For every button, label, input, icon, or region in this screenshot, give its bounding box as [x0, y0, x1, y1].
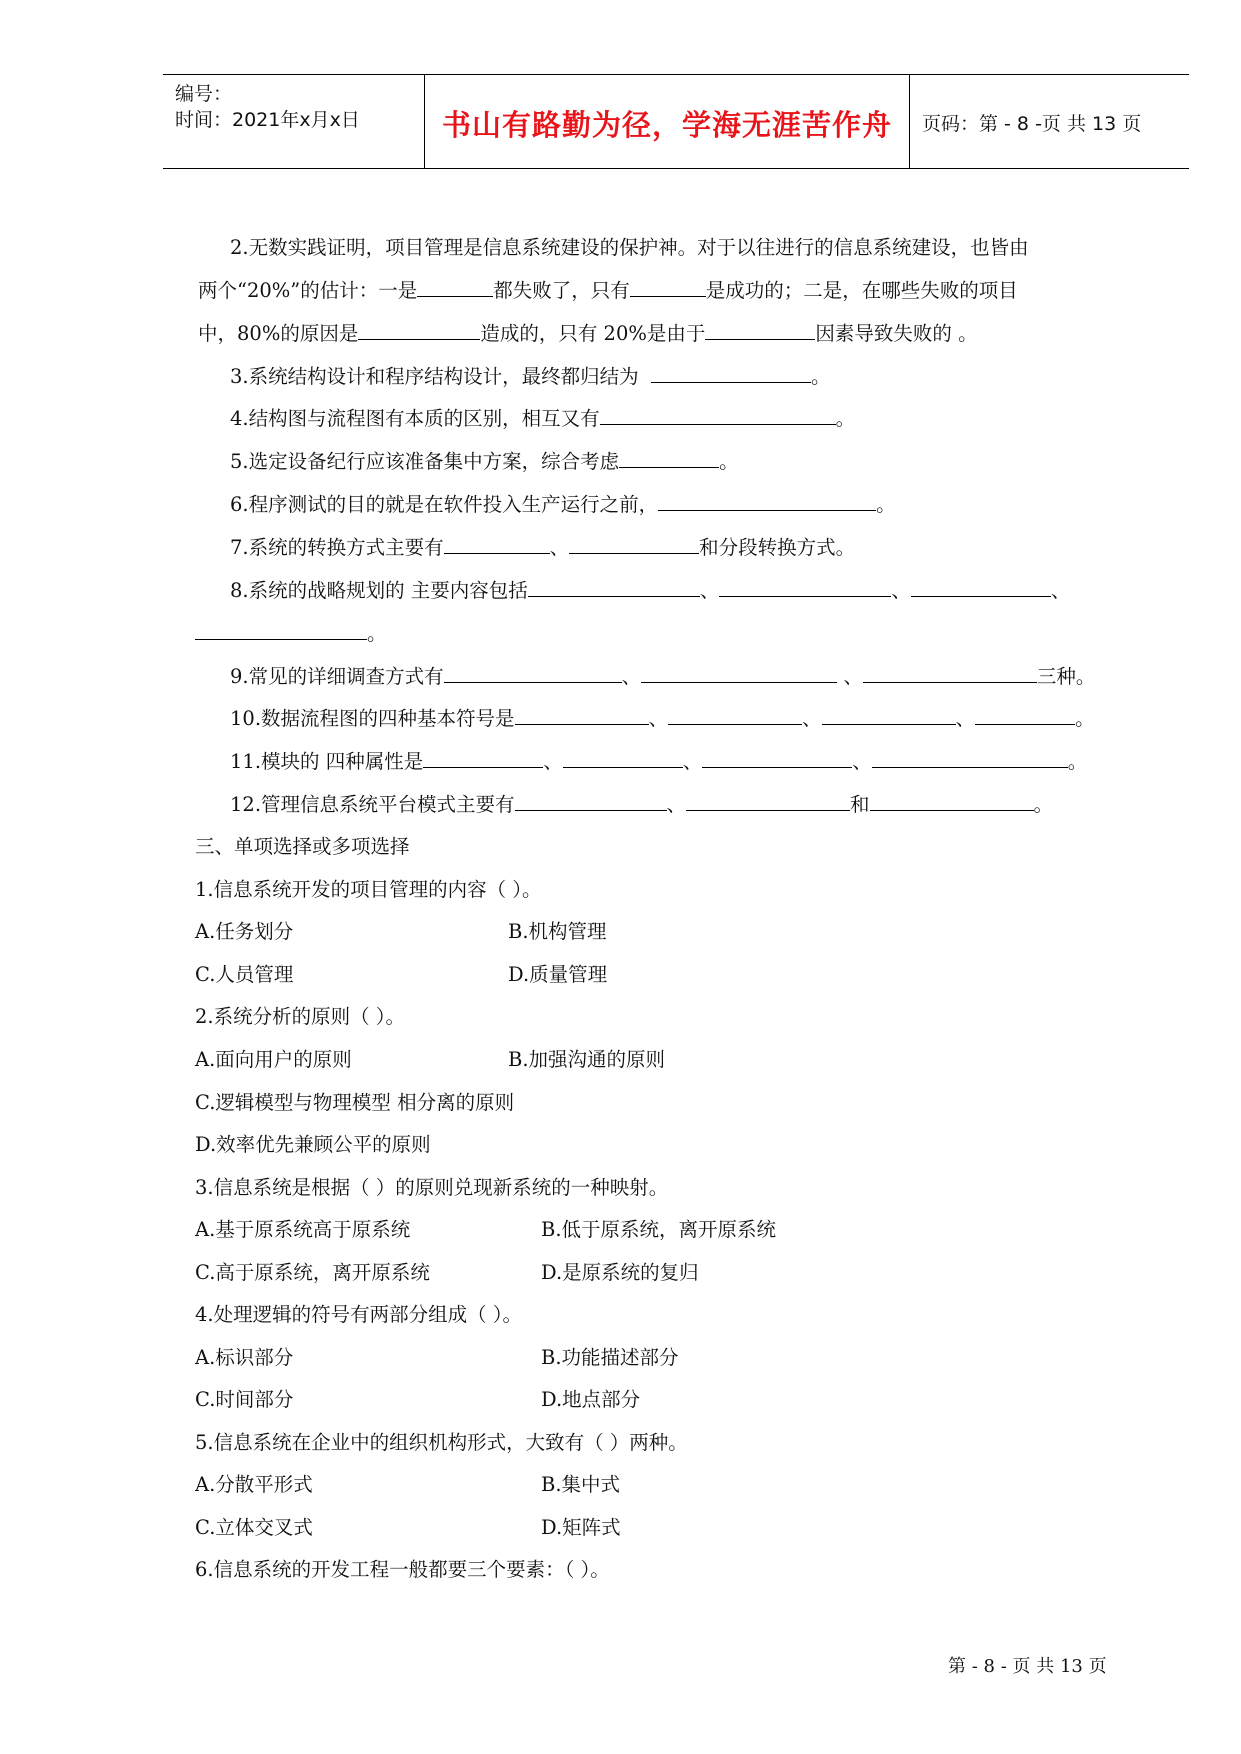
- fill-q8-line2: 。: [195, 620, 387, 648]
- fill-q6: 6.程序测试的目的就是在软件投入生产运行之前， 。: [230, 493, 896, 516]
- mc-q4-option-b[interactable]: B.功能描述部分: [541, 1346, 679, 1369]
- mc-q3-option-d[interactable]: D.是原系统的复归: [541, 1261, 699, 1284]
- mc-q2-option-a[interactable]: A.面向用户的原则: [195, 1048, 352, 1071]
- answer-blank[interactable]: [668, 706, 802, 725]
- answer-blank[interactable]: [600, 406, 836, 425]
- mc-q3-option-a[interactable]: A.基于原系统高于原系统: [195, 1218, 411, 1241]
- page-header: [163, 74, 1189, 169]
- section-heading: 三、单项选择或多项选择: [195, 835, 410, 858]
- answer-blank[interactable]: [975, 706, 1075, 725]
- mc-q3-option-c[interactable]: C.高于原系统，离开原系统: [195, 1261, 430, 1284]
- mc-q2-option-d[interactable]: D.效率优先兼顾公平的原则: [195, 1133, 431, 1156]
- mc-q2-option-b[interactable]: B.加强沟通的原则: [508, 1048, 666, 1071]
- mc-q4-option-c[interactable]: C.时间部分: [195, 1388, 294, 1411]
- answer-blank[interactable]: [417, 278, 493, 297]
- mc-q4-option-d[interactable]: D.地点部分: [541, 1388, 641, 1411]
- header-right-cell: [910, 75, 1189, 168]
- answer-blank[interactable]: [651, 364, 811, 383]
- mc-q2-option-c[interactable]: C.逻辑模型与物理模型 相分离的原则: [195, 1091, 515, 1114]
- mc-q1-option-b[interactable]: B.机构管理: [508, 920, 607, 943]
- answer-blank[interactable]: [822, 706, 956, 725]
- mc-q4-stem: 4.处理逻辑的符号有两部分组成（ ）。: [195, 1303, 523, 1326]
- answer-blank[interactable]: [528, 578, 700, 597]
- answer-blank[interactable]: [444, 535, 550, 554]
- answer-blank[interactable]: [870, 792, 1034, 811]
- answer-blank[interactable]: [911, 578, 1051, 597]
- answer-blank[interactable]: [569, 535, 699, 554]
- answer-blank[interactable]: [641, 664, 837, 683]
- answer-blank[interactable]: [563, 749, 683, 768]
- time-label: 时间：2021年x月x日: [175, 109, 360, 131]
- answer-blank[interactable]: [702, 749, 852, 768]
- fill-q9: 9.常见的详细调查方式有 、 、 三种。: [230, 665, 1096, 688]
- fill-q7: 7.系统的转换方式主要有 、 和分段转换方式。: [230, 536, 856, 559]
- fill-q8-line1: 8.系统的战略规划的 主要内容包括 、 、 、: [230, 579, 1071, 602]
- mc-q1-stem: 1.信息系统开发的项目管理的内容（ ）。: [195, 878, 542, 901]
- fill-q4: 4.结构图与流程图有本质的区别，相互又有 。: [230, 407, 856, 430]
- answer-blank[interactable]: [630, 278, 706, 297]
- fill-q3: 3.系统结构设计和程序结构设计，最终都归结为 。: [230, 365, 831, 388]
- answer-blank[interactable]: [658, 492, 876, 511]
- mc-q3-option-b[interactable]: B.低于原系统，离开原系统: [541, 1218, 777, 1241]
- mc-q2-stem: 2.系统分析的原则（ ）。: [195, 1005, 406, 1028]
- answer-blank[interactable]: [515, 792, 667, 811]
- mc-q1-option-c[interactable]: C.人员管理: [195, 963, 294, 986]
- answer-blank[interactable]: [705, 321, 815, 340]
- mc-q5-option-c[interactable]: C.立体交叉式: [195, 1516, 313, 1539]
- fill-q2-line1: 2.无数实践证明，项目管理是信息系统建设的保护神。对于以往进行的信息系统建设，也皆由: [230, 236, 1029, 259]
- fill-q10: 10.数据流程图的四种基本符号是 、 、 、 。: [230, 707, 1095, 730]
- answer-blank[interactable]: [719, 578, 891, 597]
- answer-blank[interactable]: [872, 749, 1068, 768]
- mc-q3-stem: 3.信息系统是根据（ ）的原则兑现新系统的一种映射。: [195, 1176, 669, 1199]
- answer-blank[interactable]: [619, 449, 719, 468]
- fill-q11: 11.模块的 四种属性是 、 、 、 。: [230, 750, 1088, 773]
- mc-q5-option-b[interactable]: B.集中式: [541, 1473, 621, 1496]
- mc-q5-option-a[interactable]: A.分散平形式: [195, 1473, 313, 1496]
- fill-q5: 5.选定设备纪行应该准备集中方案，综合考虑 。: [230, 450, 739, 473]
- header-left-cell: [163, 75, 425, 168]
- fill-q12: 12.管理信息系统平台模式主要有 、 和 。: [230, 793, 1054, 816]
- fill-q2-line3: 中，80%的原因是 造成的，只有 20%是由于 因素导致失败的 。: [198, 322, 978, 345]
- header-motto-cell: [425, 75, 910, 168]
- page-number-label: 页码：第 - 8 -页 共 13 页: [922, 113, 1142, 135]
- mc-q1-option-a[interactable]: A.任务划分: [195, 920, 294, 943]
- mc-q5-stem: 5.信息系统在企业中的组织机构形式，大致有（ ）两种。: [195, 1431, 688, 1454]
- motto: 书山有路勤为径，学海无涯苦作舟: [441, 108, 892, 142]
- number-label: 编号：: [175, 83, 233, 105]
- mc-q4-option-a[interactable]: A.标识部分: [195, 1346, 294, 1369]
- answer-blank[interactable]: [423, 749, 543, 768]
- mc-q6-stem: 6.信息系统的开发工程一般都要三个要素：（ ）。: [195, 1558, 610, 1581]
- answer-blank[interactable]: [195, 621, 367, 640]
- mc-q5-option-d[interactable]: D.矩阵式: [541, 1516, 621, 1539]
- answer-blank[interactable]: [358, 321, 480, 340]
- answer-blank[interactable]: [515, 706, 649, 725]
- mc-q1-option-d[interactable]: D.质量管理: [508, 963, 608, 986]
- answer-blank[interactable]: [686, 792, 850, 811]
- answer-blank[interactable]: [863, 664, 1037, 683]
- fill-q2-line2: 两个“20%”的估计：一是 都失败了，只有 是成功的；二是，在哪些失败的项目: [198, 279, 1018, 302]
- page-footer: 第 - 8 - 页 共 13 页: [948, 1656, 1107, 1677]
- answer-blank[interactable]: [444, 664, 622, 683]
